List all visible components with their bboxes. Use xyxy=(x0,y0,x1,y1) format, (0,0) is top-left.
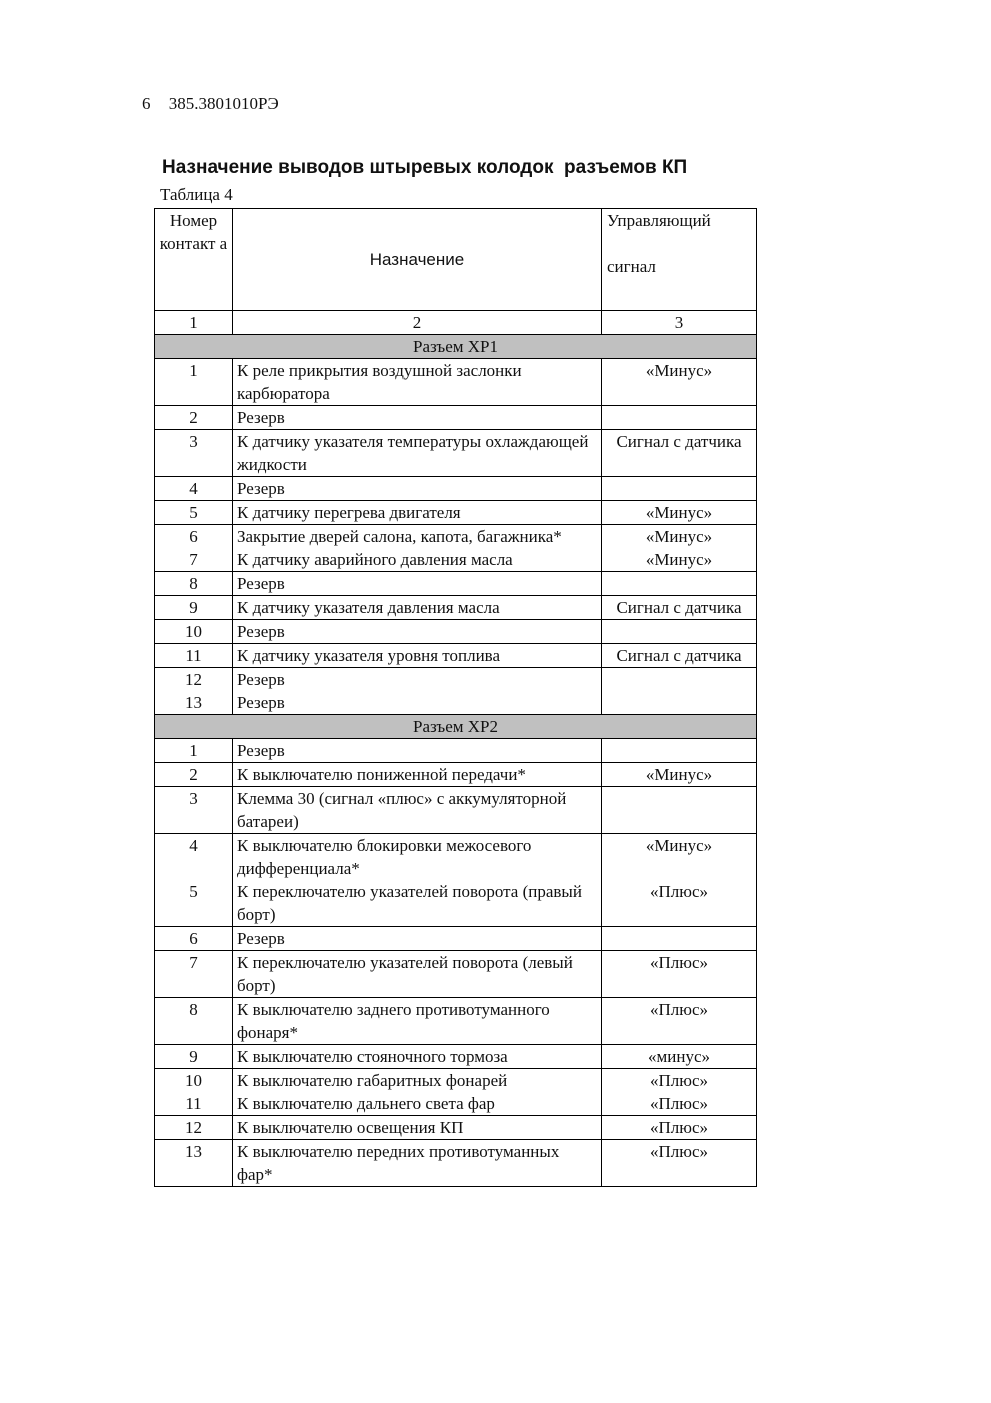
table-row xyxy=(155,359,757,406)
signal-cell xyxy=(602,1069,757,1116)
contact-number: 11 xyxy=(185,1094,202,1113)
column-number: 1 xyxy=(155,311,233,335)
contact-number: 7 xyxy=(189,953,198,972)
signal-cell xyxy=(602,501,757,525)
contact-number-cell xyxy=(155,477,233,501)
control-signal: «Плюс» xyxy=(649,1142,708,1161)
contact-number: 12 xyxy=(185,670,202,689)
column-header-signal-line1: Управляющий xyxy=(607,211,711,230)
control-signal: «Плюс» xyxy=(649,882,708,901)
control-signal: «минус» xyxy=(648,1047,710,1066)
contact-number: 7 xyxy=(189,550,198,569)
contact-number-cell xyxy=(155,620,233,644)
contact-number-cell xyxy=(155,951,233,998)
table-row xyxy=(155,430,757,477)
contact-number-cell xyxy=(155,787,233,834)
control-signal: Сигнал с датчика xyxy=(616,646,742,665)
contact-number-cell xyxy=(155,359,233,406)
signal-cell xyxy=(602,1116,757,1140)
contact-number: 11 xyxy=(185,646,202,665)
signal-cell xyxy=(602,430,757,477)
contact-number: 9 xyxy=(189,598,198,617)
column-number: 2 xyxy=(233,311,602,335)
section-row xyxy=(155,335,757,359)
column-number-row xyxy=(155,311,757,335)
table-row xyxy=(155,998,757,1045)
control-signal: «Минус» xyxy=(645,361,713,380)
section-title: Разъем ХР1 xyxy=(155,335,757,359)
signal-cell xyxy=(602,596,757,620)
contact-purpose: К выключателю пониженной передачи* xyxy=(237,765,526,784)
purpose-cell xyxy=(233,596,602,620)
contact-purpose: К реле прикрытия воздушной заслонки карбюратора xyxy=(237,361,522,403)
contact-number: 4 xyxy=(189,479,198,498)
signal-cell xyxy=(602,1140,757,1187)
table-row xyxy=(155,927,757,951)
signal-cell xyxy=(602,787,757,834)
purpose-cell xyxy=(233,501,602,525)
signal-cell xyxy=(602,644,757,668)
table-row xyxy=(155,787,757,834)
page-number: 6 xyxy=(142,94,151,113)
table-row xyxy=(155,668,757,715)
contact-number-cell xyxy=(155,998,233,1045)
contact-purpose: К датчику аварийного давления масла xyxy=(237,550,513,569)
purpose-cell xyxy=(233,763,602,787)
signal-cell xyxy=(602,763,757,787)
purpose-cell xyxy=(233,1140,602,1187)
table-row xyxy=(155,644,757,668)
purpose-cell xyxy=(233,359,602,406)
contact-purpose: К выключателю передних противотуманных фар* xyxy=(237,1142,560,1184)
contact-number-cell xyxy=(155,1069,233,1116)
signal-cell xyxy=(602,668,757,715)
document-code: 385.3801010РЭ xyxy=(168,94,279,113)
contact-number: 10 xyxy=(185,1071,202,1090)
control-signal: Сигнал с датчика xyxy=(616,432,742,451)
contact-number: 8 xyxy=(189,1000,198,1019)
purpose-cell xyxy=(233,620,602,644)
control-signal: «Плюс» xyxy=(649,1118,708,1137)
purpose-cell xyxy=(233,477,602,501)
contact-number: 9 xyxy=(189,1047,198,1066)
contact-purpose: К переключателю указателей поворота (левый борт) xyxy=(237,953,573,995)
contact-number: 13 xyxy=(185,1142,202,1161)
table-row xyxy=(155,834,757,927)
contact-purpose: К выключателю блокировки межосевого дифференциала* xyxy=(237,836,532,878)
signal-cell xyxy=(602,927,757,951)
signal-cell xyxy=(602,620,757,644)
table-row xyxy=(155,596,757,620)
table-row xyxy=(155,951,757,998)
contact-number-cell xyxy=(155,501,233,525)
control-signal: «Минус» xyxy=(645,527,713,546)
contact-purpose: Резерв xyxy=(237,929,285,948)
contact-number: 1 xyxy=(189,361,198,380)
column-header-number: Номер контакт а xyxy=(155,209,233,311)
control-signal: «Плюс» xyxy=(649,953,708,972)
purpose-cell xyxy=(233,572,602,596)
table-row xyxy=(155,620,757,644)
purpose-cell xyxy=(233,1116,602,1140)
contact-number-cell xyxy=(155,430,233,477)
contact-number-cell xyxy=(155,739,233,763)
contact-number: 6 xyxy=(189,527,198,546)
contact-purpose: К датчику указателя давления масла xyxy=(237,598,500,617)
page-header xyxy=(142,94,279,114)
purpose-cell xyxy=(233,834,602,927)
purpose-cell xyxy=(233,406,602,430)
contact-number: 10 xyxy=(185,622,202,641)
contact-number-cell xyxy=(155,834,233,927)
contact-purpose: К датчику указателя уровня топлива xyxy=(237,646,501,665)
column-number: 3 xyxy=(602,311,757,335)
control-signal: «Минус» xyxy=(645,765,713,784)
control-signal: «Минус» xyxy=(645,550,713,569)
purpose-cell xyxy=(233,739,602,763)
contact-number-cell xyxy=(155,1045,233,1069)
signal-cell xyxy=(602,834,757,927)
control-signal: «Плюс» xyxy=(649,1000,708,1019)
table-row xyxy=(155,1140,757,1187)
purpose-cell xyxy=(233,927,602,951)
table-caption: Таблица 4 xyxy=(160,185,233,204)
purpose-cell xyxy=(233,1069,602,1116)
contact-purpose: Резерв xyxy=(237,622,285,641)
table-row xyxy=(155,572,757,596)
contact-purpose: К датчику перегрева двигателя xyxy=(237,503,461,522)
table-row xyxy=(155,1116,757,1140)
column-header-purpose: Назначение xyxy=(233,209,602,311)
contact-purpose: Резерв xyxy=(237,408,285,427)
control-signal: «Минус» xyxy=(645,836,713,855)
table-header-row xyxy=(155,209,757,311)
signal-cell xyxy=(602,525,757,572)
contact-purpose: К выключателю габаритных фонарей xyxy=(237,1071,508,1090)
signal-cell xyxy=(602,477,757,501)
column-header-signal-line2: сигнал xyxy=(607,257,656,276)
table-row xyxy=(155,1069,757,1116)
contact-purpose: К выключателю дальнего света фар xyxy=(237,1094,495,1113)
contact-number-cell xyxy=(155,644,233,668)
signal-cell xyxy=(602,572,757,596)
contact-number-cell xyxy=(155,406,233,430)
contact-purpose: Клемма 30 (сигнал «плюс» с аккумуляторной батареи) xyxy=(237,789,567,831)
table-row xyxy=(155,501,757,525)
contact-number: 5 xyxy=(189,503,198,522)
contact-number: 12 xyxy=(185,1118,202,1137)
contact-number-cell xyxy=(155,525,233,572)
contact-purpose: Резерв xyxy=(237,670,285,689)
contact-purpose: Закрытие дверей салона, капота, багажника* xyxy=(237,527,562,546)
contact-purpose: К выключателю освещения КП xyxy=(237,1118,464,1137)
table-row xyxy=(155,763,757,787)
signal-cell xyxy=(602,739,757,763)
contact-purpose: Резерв xyxy=(237,574,285,593)
table-row xyxy=(155,739,757,763)
table-row xyxy=(155,525,757,572)
signal-cell xyxy=(602,406,757,430)
contact-purpose: К переключателю указателей поворота (правый борт) xyxy=(237,882,582,924)
table-row xyxy=(155,1045,757,1069)
signal-cell xyxy=(602,951,757,998)
contact-number: 1 xyxy=(189,741,198,760)
pin-assignment-table xyxy=(154,208,757,1187)
contact-number-cell xyxy=(155,1140,233,1187)
contact-purpose: Резерв xyxy=(237,479,285,498)
contact-number: 5 xyxy=(189,882,198,901)
control-signal: «Плюс» xyxy=(649,1071,708,1090)
contact-number: 4 xyxy=(189,836,198,855)
table-body xyxy=(155,209,757,1187)
contact-number: 3 xyxy=(189,789,198,808)
purpose-cell xyxy=(233,1045,602,1069)
document-title: Назначение выводов штыревых колодок разъемов КП xyxy=(162,157,688,178)
contact-purpose: Резерв xyxy=(237,693,285,712)
contact-number: 8 xyxy=(189,574,198,593)
table-row xyxy=(155,406,757,430)
contact-number-cell xyxy=(155,1116,233,1140)
contact-number: 3 xyxy=(189,432,198,451)
control-signal: Сигнал с датчика xyxy=(616,598,742,617)
contact-number: 2 xyxy=(189,765,198,784)
signal-cell xyxy=(602,1045,757,1069)
contact-number-cell xyxy=(155,596,233,620)
column-header-signal xyxy=(602,209,757,311)
contact-number-cell xyxy=(155,668,233,715)
contact-number-cell xyxy=(155,763,233,787)
section-title: Разъем ХР2 xyxy=(155,715,757,739)
contact-purpose: К датчику указателя температуры охлаждающей жидкости xyxy=(237,432,589,474)
contact-number-cell xyxy=(155,927,233,951)
contact-number-cell xyxy=(155,572,233,596)
contact-purpose: К выключателю стояночного тормоза xyxy=(237,1047,508,1066)
control-signal xyxy=(606,668,752,691)
purpose-cell xyxy=(233,951,602,998)
control-signal: «Плюс» xyxy=(649,1094,708,1113)
purpose-cell xyxy=(233,998,602,1045)
purpose-cell xyxy=(233,525,602,572)
purpose-cell xyxy=(233,430,602,477)
purpose-cell xyxy=(233,644,602,668)
purpose-cell xyxy=(233,668,602,715)
contact-number: 13 xyxy=(185,693,202,712)
control-signal xyxy=(606,691,752,714)
contact-purpose: К выключателю заднего противотуманного фонаря* xyxy=(237,1000,550,1042)
section-row xyxy=(155,715,757,739)
contact-purpose: Резерв xyxy=(237,741,285,760)
signal-cell xyxy=(602,359,757,406)
purpose-cell xyxy=(233,787,602,834)
table-row xyxy=(155,477,757,501)
signal-cell xyxy=(602,998,757,1045)
contact-number: 2 xyxy=(189,408,198,427)
control-signal: «Минус» xyxy=(645,503,713,522)
contact-number: 6 xyxy=(189,929,198,948)
